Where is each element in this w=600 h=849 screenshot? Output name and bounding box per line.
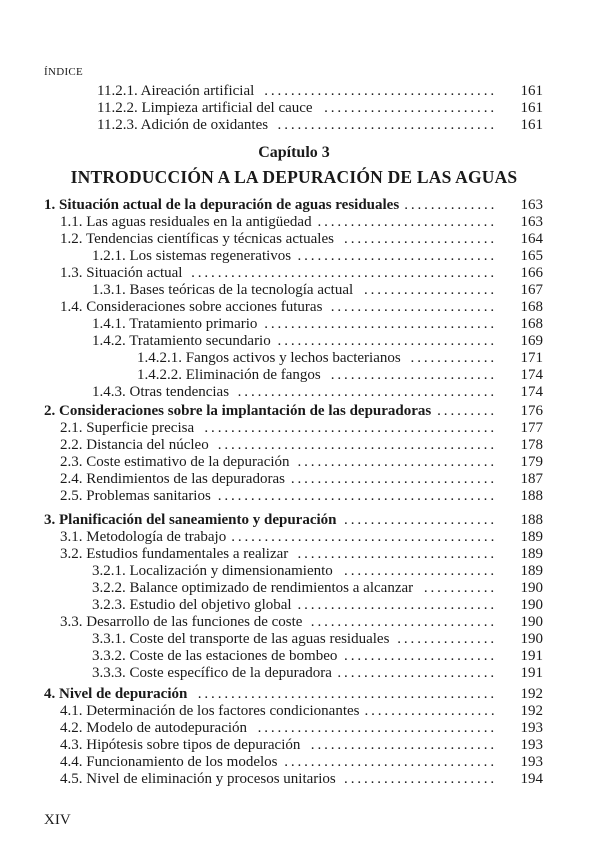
toc-entry-title: 1.3. Situación actual xyxy=(60,265,183,281)
toc-entry-page: 166 xyxy=(520,265,543,281)
dot-leader: .......................... xyxy=(324,100,497,116)
toc-section xyxy=(0,403,600,505)
dot-leader: .............................. xyxy=(297,597,497,613)
toc-entry-title: 3.3.2. Coste de las estaciones de bombeo xyxy=(92,648,338,664)
toc-entry-page: 190 xyxy=(520,597,543,613)
toc-entry-title: 1.1. Las aguas residuales en la antigüedad xyxy=(60,214,312,230)
running-head: ÍNDICE xyxy=(44,66,84,78)
toc-entry-page: 163 xyxy=(520,197,543,213)
toc-entry xyxy=(0,597,543,614)
dot-leader: .......................................... xyxy=(217,437,497,453)
toc-entry-title: 1.4.1. Tratamiento primario xyxy=(92,316,258,332)
dot-leader: ............................... xyxy=(290,471,497,487)
dot-leader: .............................. xyxy=(297,248,497,264)
dot-leader: ........................................ xyxy=(231,529,497,545)
toc-entry-page: 165 xyxy=(520,248,543,264)
toc-entry-page: 179 xyxy=(520,454,543,470)
toc-entry-title: 1.4. Consideraciones sobre acciones futuras xyxy=(60,299,323,315)
dot-leader: ............................................. xyxy=(197,686,497,702)
dot-leader: ......... xyxy=(437,403,497,419)
dot-leader: ............... xyxy=(397,631,497,647)
toc-entry xyxy=(0,665,543,682)
toc-entry-title: 1.2. Tendencias científicas y técnicas actuales xyxy=(60,231,334,247)
toc-entry-page: 163 xyxy=(520,214,543,230)
chapter-label: Capítulo 3 xyxy=(258,144,330,161)
dot-leader: ............................................ xyxy=(204,420,497,436)
toc-entry-page: 193 xyxy=(520,737,543,753)
toc-entry-title: 1.2.1. Los sistemas regenerativos xyxy=(92,248,292,264)
toc-entry-title: 1.4.2.1. Fangos activos y lechos bacterianos xyxy=(137,350,401,366)
toc-entry-page: 174 xyxy=(520,367,543,383)
dot-leader: .......................................... xyxy=(217,488,497,504)
toc-entry-title: 4.5. Nivel de eliminación y procesos unitarios xyxy=(60,771,336,787)
toc-entry-page: 164 xyxy=(520,231,543,247)
toc-entry-page: 178 xyxy=(520,437,543,453)
toc-entry-title: 3.3.3. Coste específico de la depuradora xyxy=(92,665,332,681)
toc-entry xyxy=(0,580,543,597)
toc-entry-page: 189 xyxy=(520,563,543,579)
dot-leader: .................................... xyxy=(257,720,497,736)
dot-leader: ....................... xyxy=(344,563,497,579)
toc-entry-title: 3.2. Estudios fundamentales a realizar xyxy=(60,546,289,562)
toc-entry xyxy=(0,720,543,737)
toc-entry xyxy=(0,350,543,367)
toc-entry-page: 161 xyxy=(520,117,543,133)
toc-entry xyxy=(0,403,543,420)
toc-entry-page: 192 xyxy=(520,703,543,719)
toc-entry-page: 168 xyxy=(520,316,543,332)
toc-entry-title: 3.3.1. Coste del transporte de las aguas residuales xyxy=(92,631,390,647)
toc-entry-page: 168 xyxy=(520,299,543,315)
toc-entry-page: 191 xyxy=(520,665,543,681)
toc-entry xyxy=(0,316,543,333)
dot-leader: .................... xyxy=(364,703,497,719)
dot-leader: ................................ xyxy=(284,754,497,770)
dot-leader: .............................. xyxy=(297,454,497,470)
toc-entry-page: 190 xyxy=(520,580,543,596)
dot-leader: ......................... xyxy=(330,299,497,315)
dot-leader: .............................. xyxy=(297,546,497,562)
toc-entry xyxy=(0,648,543,665)
toc-entry xyxy=(0,754,543,771)
dot-leader: ................................. xyxy=(277,333,497,349)
dot-leader: .............. xyxy=(404,197,497,213)
toc-entry-title: 3.2.3. Estudio del objetivo global xyxy=(92,597,292,613)
toc-entry xyxy=(0,248,543,265)
toc-entry-page: 193 xyxy=(520,720,543,736)
toc-entry-title: 3.2.1. Localización y dimensionamiento xyxy=(92,563,333,579)
toc-entry xyxy=(0,367,543,384)
toc-entry-page: 176 xyxy=(520,403,543,419)
dot-leader: ....................... xyxy=(344,512,497,528)
toc-entry-title: 4.4. Funcionamiento de los modelos xyxy=(60,754,278,770)
toc-entry-page: 189 xyxy=(520,529,543,545)
toc-entry xyxy=(0,437,543,454)
dot-leader: ............................ xyxy=(310,614,497,630)
toc-entry-page: 187 xyxy=(520,471,543,487)
toc-entry xyxy=(0,282,543,299)
toc-section xyxy=(0,197,600,401)
toc-entry xyxy=(0,631,543,648)
toc-entry-page: 193 xyxy=(520,754,543,770)
dot-leader: ....................................... xyxy=(237,384,497,400)
toc-section xyxy=(0,512,600,682)
toc-entry-title: 2.4. Rendimientos de las depuradoras xyxy=(60,471,285,487)
toc-entry-title: 4.3. Hipótesis sobre tipos de depuración xyxy=(60,737,301,753)
toc-entry-page: 192 xyxy=(520,686,543,702)
toc-entry-title: 11.2.2. Limpieza artificial del cauce xyxy=(97,100,313,116)
toc-entry xyxy=(0,265,543,282)
toc-entry xyxy=(0,563,543,580)
toc-entry-page: 169 xyxy=(520,333,543,349)
toc-entry-page: 171 xyxy=(520,350,543,366)
toc-entry-title: 4.1. Determinación de los factores condicionantes xyxy=(60,703,360,719)
toc-entry-page: 177 xyxy=(520,420,543,436)
toc-entry xyxy=(0,737,543,754)
dot-leader: ................................. xyxy=(277,117,497,133)
toc-entry-title: 4. Nivel de depuración xyxy=(44,686,188,702)
toc-entry xyxy=(0,299,543,316)
toc-entry xyxy=(0,197,543,214)
toc-section xyxy=(0,686,600,788)
dot-leader: ....................... xyxy=(344,771,497,787)
page-number: XIV xyxy=(44,812,71,828)
toc-section xyxy=(0,83,600,134)
toc-entry xyxy=(0,529,543,546)
toc-entry xyxy=(0,771,543,788)
dot-leader: ........................... xyxy=(317,214,497,230)
toc-entry-title: 1.3.1. Bases teóricas de la tecnología actual xyxy=(92,282,354,298)
toc-entry xyxy=(0,512,543,529)
toc-entry-page: 190 xyxy=(520,614,543,630)
dot-leader: ................................... xyxy=(264,316,497,332)
dot-leader: .............................................. xyxy=(191,265,497,281)
toc-entry xyxy=(0,471,543,488)
toc-entry-page: 161 xyxy=(520,100,543,116)
toc-entry xyxy=(0,420,543,437)
toc-entry xyxy=(0,100,543,117)
toc-entry-page: 194 xyxy=(520,771,543,787)
toc-entry-page: 190 xyxy=(520,631,543,647)
toc-entry-title: 2.2. Distancia del núcleo xyxy=(60,437,209,453)
toc-entry xyxy=(0,83,543,100)
toc-entry-title: 11.2.3. Adición de oxidantes xyxy=(97,117,269,133)
toc-entry-title: 3.1. Metodología de trabajo xyxy=(60,529,227,545)
dot-leader: ................................... xyxy=(264,83,497,99)
toc-entry-title: 2.3. Coste estimativo de la depuración xyxy=(60,454,290,470)
toc-entry-title: 11.2.1. Aireación artificial xyxy=(97,83,255,99)
toc-entry-page: 188 xyxy=(520,488,543,504)
toc-entry xyxy=(0,686,543,703)
toc-entry xyxy=(0,454,543,471)
toc-entry-title: 3.2.2. Balance optimizado de rendimientos a alcanzar xyxy=(92,580,414,596)
dot-leader: ....................... xyxy=(344,231,497,247)
toc-entry-title: 3. Planificación del saneamiento y depuración xyxy=(44,512,337,528)
toc-entry xyxy=(0,488,543,505)
toc-entry-title: 2.5. Problemas sanitarios xyxy=(60,488,211,504)
toc-entry-title: 4.2. Modelo de autodepuración xyxy=(60,720,248,736)
toc-entry-page: 188 xyxy=(520,512,543,528)
dot-leader: ........... xyxy=(423,580,497,596)
toc-entry xyxy=(0,117,543,134)
dot-leader: ............................ xyxy=(310,737,497,753)
toc-entry xyxy=(0,231,543,248)
dot-leader: ......................... xyxy=(330,367,497,383)
toc-entry xyxy=(0,214,543,231)
dot-leader: ............. xyxy=(410,350,497,366)
toc-entry-page: 191 xyxy=(520,648,543,664)
toc-entry-title: 1. Situación actual de la depuración de aguas residuales xyxy=(44,197,400,213)
toc-entry-title: 2. Consideraciones sobre la implantación de las depuradoras xyxy=(44,403,432,419)
toc-entry-page: 161 xyxy=(520,83,543,99)
dot-leader: ....................... xyxy=(344,648,497,664)
toc-entry-page: 167 xyxy=(520,282,543,298)
chapter-title: INTRODUCCIÓN A LA DEPURACIÓN DE LAS AGUAS xyxy=(70,167,518,187)
toc-entry-title: 1.4.2.2. Eliminación de fangos xyxy=(137,367,321,383)
toc-entry-page: 174 xyxy=(520,384,543,400)
dot-leader: ........................ xyxy=(337,665,497,681)
toc-entry xyxy=(0,333,543,350)
toc-entry-page: 189 xyxy=(520,546,543,562)
toc-entry xyxy=(0,614,543,631)
toc-entry xyxy=(0,384,543,401)
toc-entry-title: 2.1. Superficie precisa xyxy=(60,420,195,436)
dot-leader: .................... xyxy=(364,282,497,298)
toc-entry xyxy=(0,703,543,720)
toc-entry-title: 1.4.2. Tratamiento secundario xyxy=(92,333,271,349)
toc-entry xyxy=(0,546,543,563)
toc-entry-title: 1.4.3. Otras tendencias xyxy=(92,384,230,400)
toc-entry-title: 3.3. Desarrollo de las funciones de coste xyxy=(60,614,303,630)
